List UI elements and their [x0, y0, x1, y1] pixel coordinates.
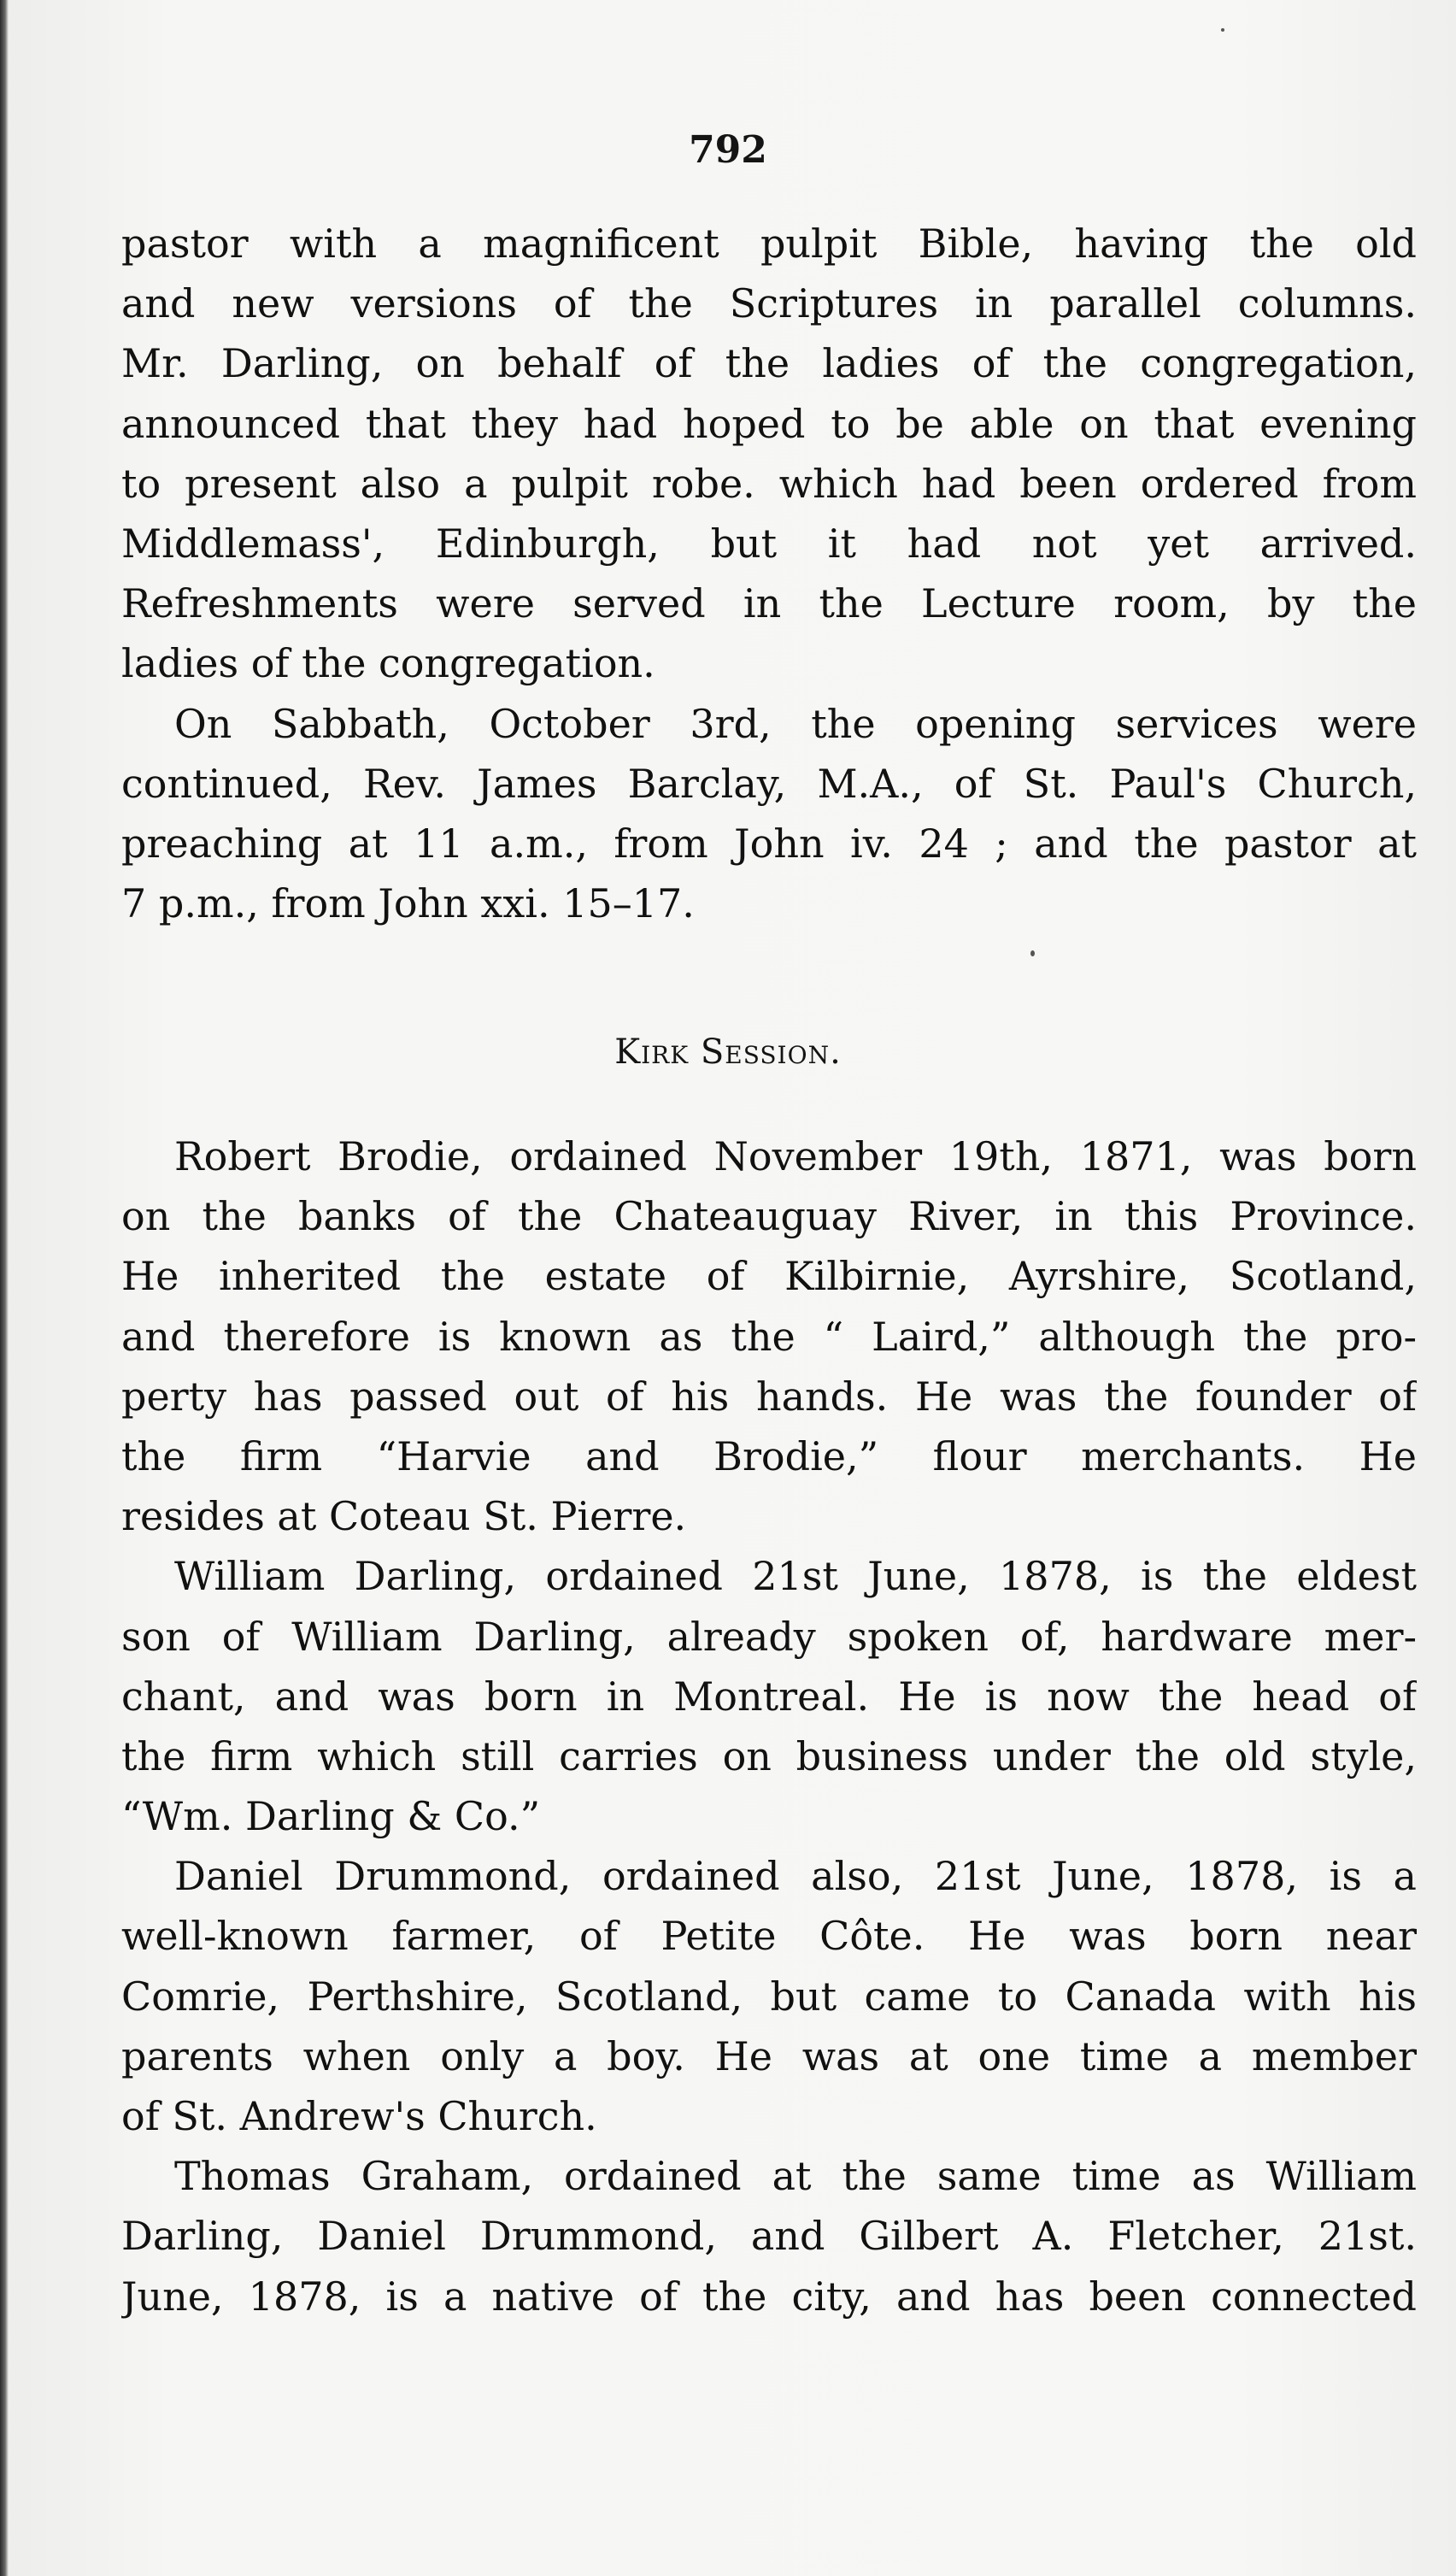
page-spine-shadow [0, 0, 9, 2576]
text-line: Middlemass', Edinburgh, but it had not yet arrived. [121, 520, 1417, 567]
text-line: parents when only a boy. He was at one time a member [121, 2032, 1417, 2079]
text-line: Thomas Graham, ordained at the same time as William [174, 2153, 1417, 2200]
page-number: 792 [689, 128, 767, 172]
text-line: and new versions of the Scriptures in parallel columns. [121, 280, 1417, 327]
text-line: Mr. Darling, on behalf of the ladies of the congregation, [121, 340, 1417, 387]
print-speck [1030, 950, 1035, 956]
text-line: the firm “Harvie and Brodie,” flour merchants. He [121, 1432, 1417, 1479]
text-line: on the banks of the Chateauguay River, in this Province. [121, 1193, 1417, 1240]
text-line: perty has passed out of his hands. He was the founder of [121, 1373, 1417, 1420]
text-line: well-known farmer, of Petite Côte. He was born near [121, 1913, 1417, 1960]
text-line: the firm which still carries on business under the old style, [121, 1732, 1417, 1779]
text-line: Comrie, Perthshire, Scotland, but came to Canada with his [121, 1973, 1417, 2020]
text-line: announced that they had hoped to be able on that evening [121, 400, 1417, 447]
text-line: Refreshments were served in the Lecture room, by the [121, 580, 1417, 627]
text-line: June, 1878, is a native of the city, and has been connected [121, 2273, 1417, 2320]
text-line: resides at Coteau St. Pierre. [121, 1493, 687, 1540]
text-block-kirk-session [121, 1126, 1417, 2326]
text-line: On Sabbath, October 3rd, the opening services were [174, 700, 1417, 747]
text-line: Robert Brodie, ordained November 19th, 1871, was born [174, 1133, 1417, 1179]
text-block-opening-services [121, 214, 1417, 933]
text-line: ladies of the congregation. [121, 640, 655, 687]
section-heading: Kirk Session. [614, 1032, 842, 1072]
text-line: Daniel Drummond, ordained also, 21st June, 1878, is a [174, 1853, 1417, 1900]
print-speck [1221, 28, 1224, 32]
text-line: William Darling, ordained 21st June, 1878, is the eldest [174, 1553, 1417, 1600]
text-line: of St. Andrew's Church. [121, 2093, 597, 2139]
text-line: continued, Rev. James Barclay, M.A., of St. Paul's Church, [121, 760, 1417, 807]
text-line: 7 p.m., from John xxi. 15–17. [121, 880, 695, 927]
text-line: Darling, Daniel Drummond, and Gilbert A. Fletcher, 21st. [121, 2213, 1417, 2260]
text-line: pastor with a magnificent pulpit Bible, having the old [121, 221, 1417, 267]
text-line: He inherited the estate of Kilbirnie, Ayrshire, Scotland, [121, 1253, 1417, 1300]
text-line: and therefore is known as the “ Laird,” although the pro- [121, 1313, 1417, 1360]
text-line: to present also a pulpit robe. which had been ordered from [121, 460, 1417, 507]
text-line: “Wm. Darling & Co.” [121, 1793, 541, 1840]
text-line: chant, and was born in Montreal. He is now the head of [121, 1673, 1417, 1720]
text-line: son of William Darling, already spoken of, hardware mer- [121, 1613, 1417, 1660]
text-line: preaching at 11 a.m., from John iv. 24 ; and the pastor at [121, 820, 1417, 867]
